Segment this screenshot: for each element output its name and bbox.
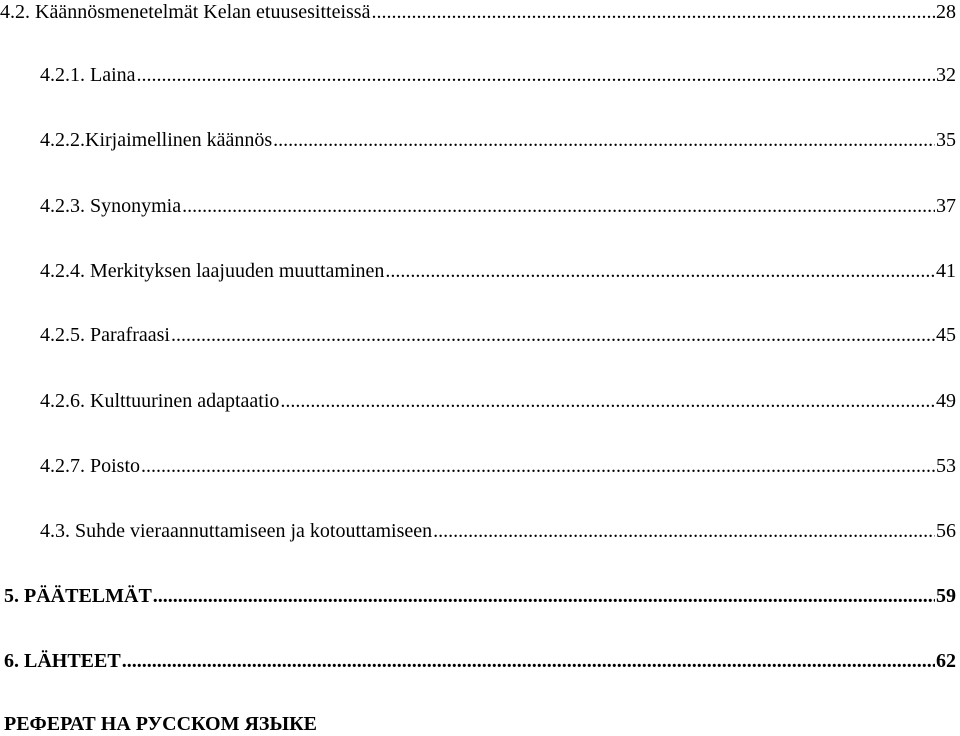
toc-entry-title: 6. LÄHTEET <box>4 650 121 672</box>
toc-entry[interactable] <box>40 128 956 152</box>
toc-entry[interactable] <box>40 63 956 87</box>
toc-entry-page: 53 <box>936 455 956 477</box>
toc-entry[interactable] <box>4 649 956 673</box>
toc-entry-page: 62 <box>936 650 956 672</box>
toc-entry-page: 28 <box>936 1 956 23</box>
dot-leader <box>137 63 935 87</box>
toc-entry-title: 4.2.5. Parafraasi <box>40 324 170 346</box>
toc-entry-page: 32 <box>936 64 956 86</box>
toc-entry[interactable] <box>40 519 956 543</box>
dot-leader <box>371 0 935 24</box>
toc-entry[interactable] <box>40 194 956 218</box>
dot-leader <box>280 389 935 413</box>
dot-leader <box>273 128 935 152</box>
toc-entry-title: 5. PÄÄTELMÄT <box>4 585 152 607</box>
toc-entry-title: 4.2.4. Merkityksen laajuuden muuttaminen <box>40 260 385 282</box>
dot-leader <box>153 584 935 608</box>
toc-entry-title: 4.2.1. Laina <box>40 64 136 86</box>
toc-entry-page: 49 <box>936 390 956 412</box>
toc-entry-title: 4.2.2.Kirjaimellinen käännös <box>40 129 273 151</box>
toc-entry-page: 37 <box>936 195 956 217</box>
toc-entry-page: 45 <box>936 324 956 346</box>
toc-entry-page: 56 <box>936 520 956 542</box>
toc-entry-page: 41 <box>936 260 956 282</box>
toc-entry-title: 4.2.3. Synonymia <box>40 195 182 217</box>
toc-entry[interactable] <box>0 0 956 24</box>
toc-entry-page: 59 <box>936 585 956 607</box>
dot-leader <box>122 649 935 673</box>
dot-leader <box>171 323 935 347</box>
toc-entry-page: 35 <box>936 129 956 151</box>
toc-entry[interactable] <box>40 454 956 478</box>
toc-entry-title: 4.3. Suhde vieraannuttamiseen ja kotouttamiseen <box>40 520 433 542</box>
dot-leader <box>141 454 935 478</box>
toc-entry[interactable] <box>40 389 956 413</box>
toc-entry-title: 4.2.7. Poisto <box>40 455 141 477</box>
toc-entry[interactable] <box>40 259 956 283</box>
dot-leader <box>182 194 935 218</box>
toc-entry-title: 4.2.6. Kulttuurinen adaptaatio <box>40 390 280 412</box>
toc-entry-title: 4.2. Käännösmenetelmät Kelan etuusesitteissä <box>0 1 371 23</box>
toc-entry[interactable] <box>40 323 956 347</box>
dot-leader <box>433 519 935 543</box>
dot-leader <box>385 259 935 283</box>
toc-entry-russian-summary[interactable]: РЕФЕРАТ НА РУССКОМ ЯЗЫКЕ <box>4 713 317 735</box>
toc-entry[interactable] <box>4 584 956 608</box>
